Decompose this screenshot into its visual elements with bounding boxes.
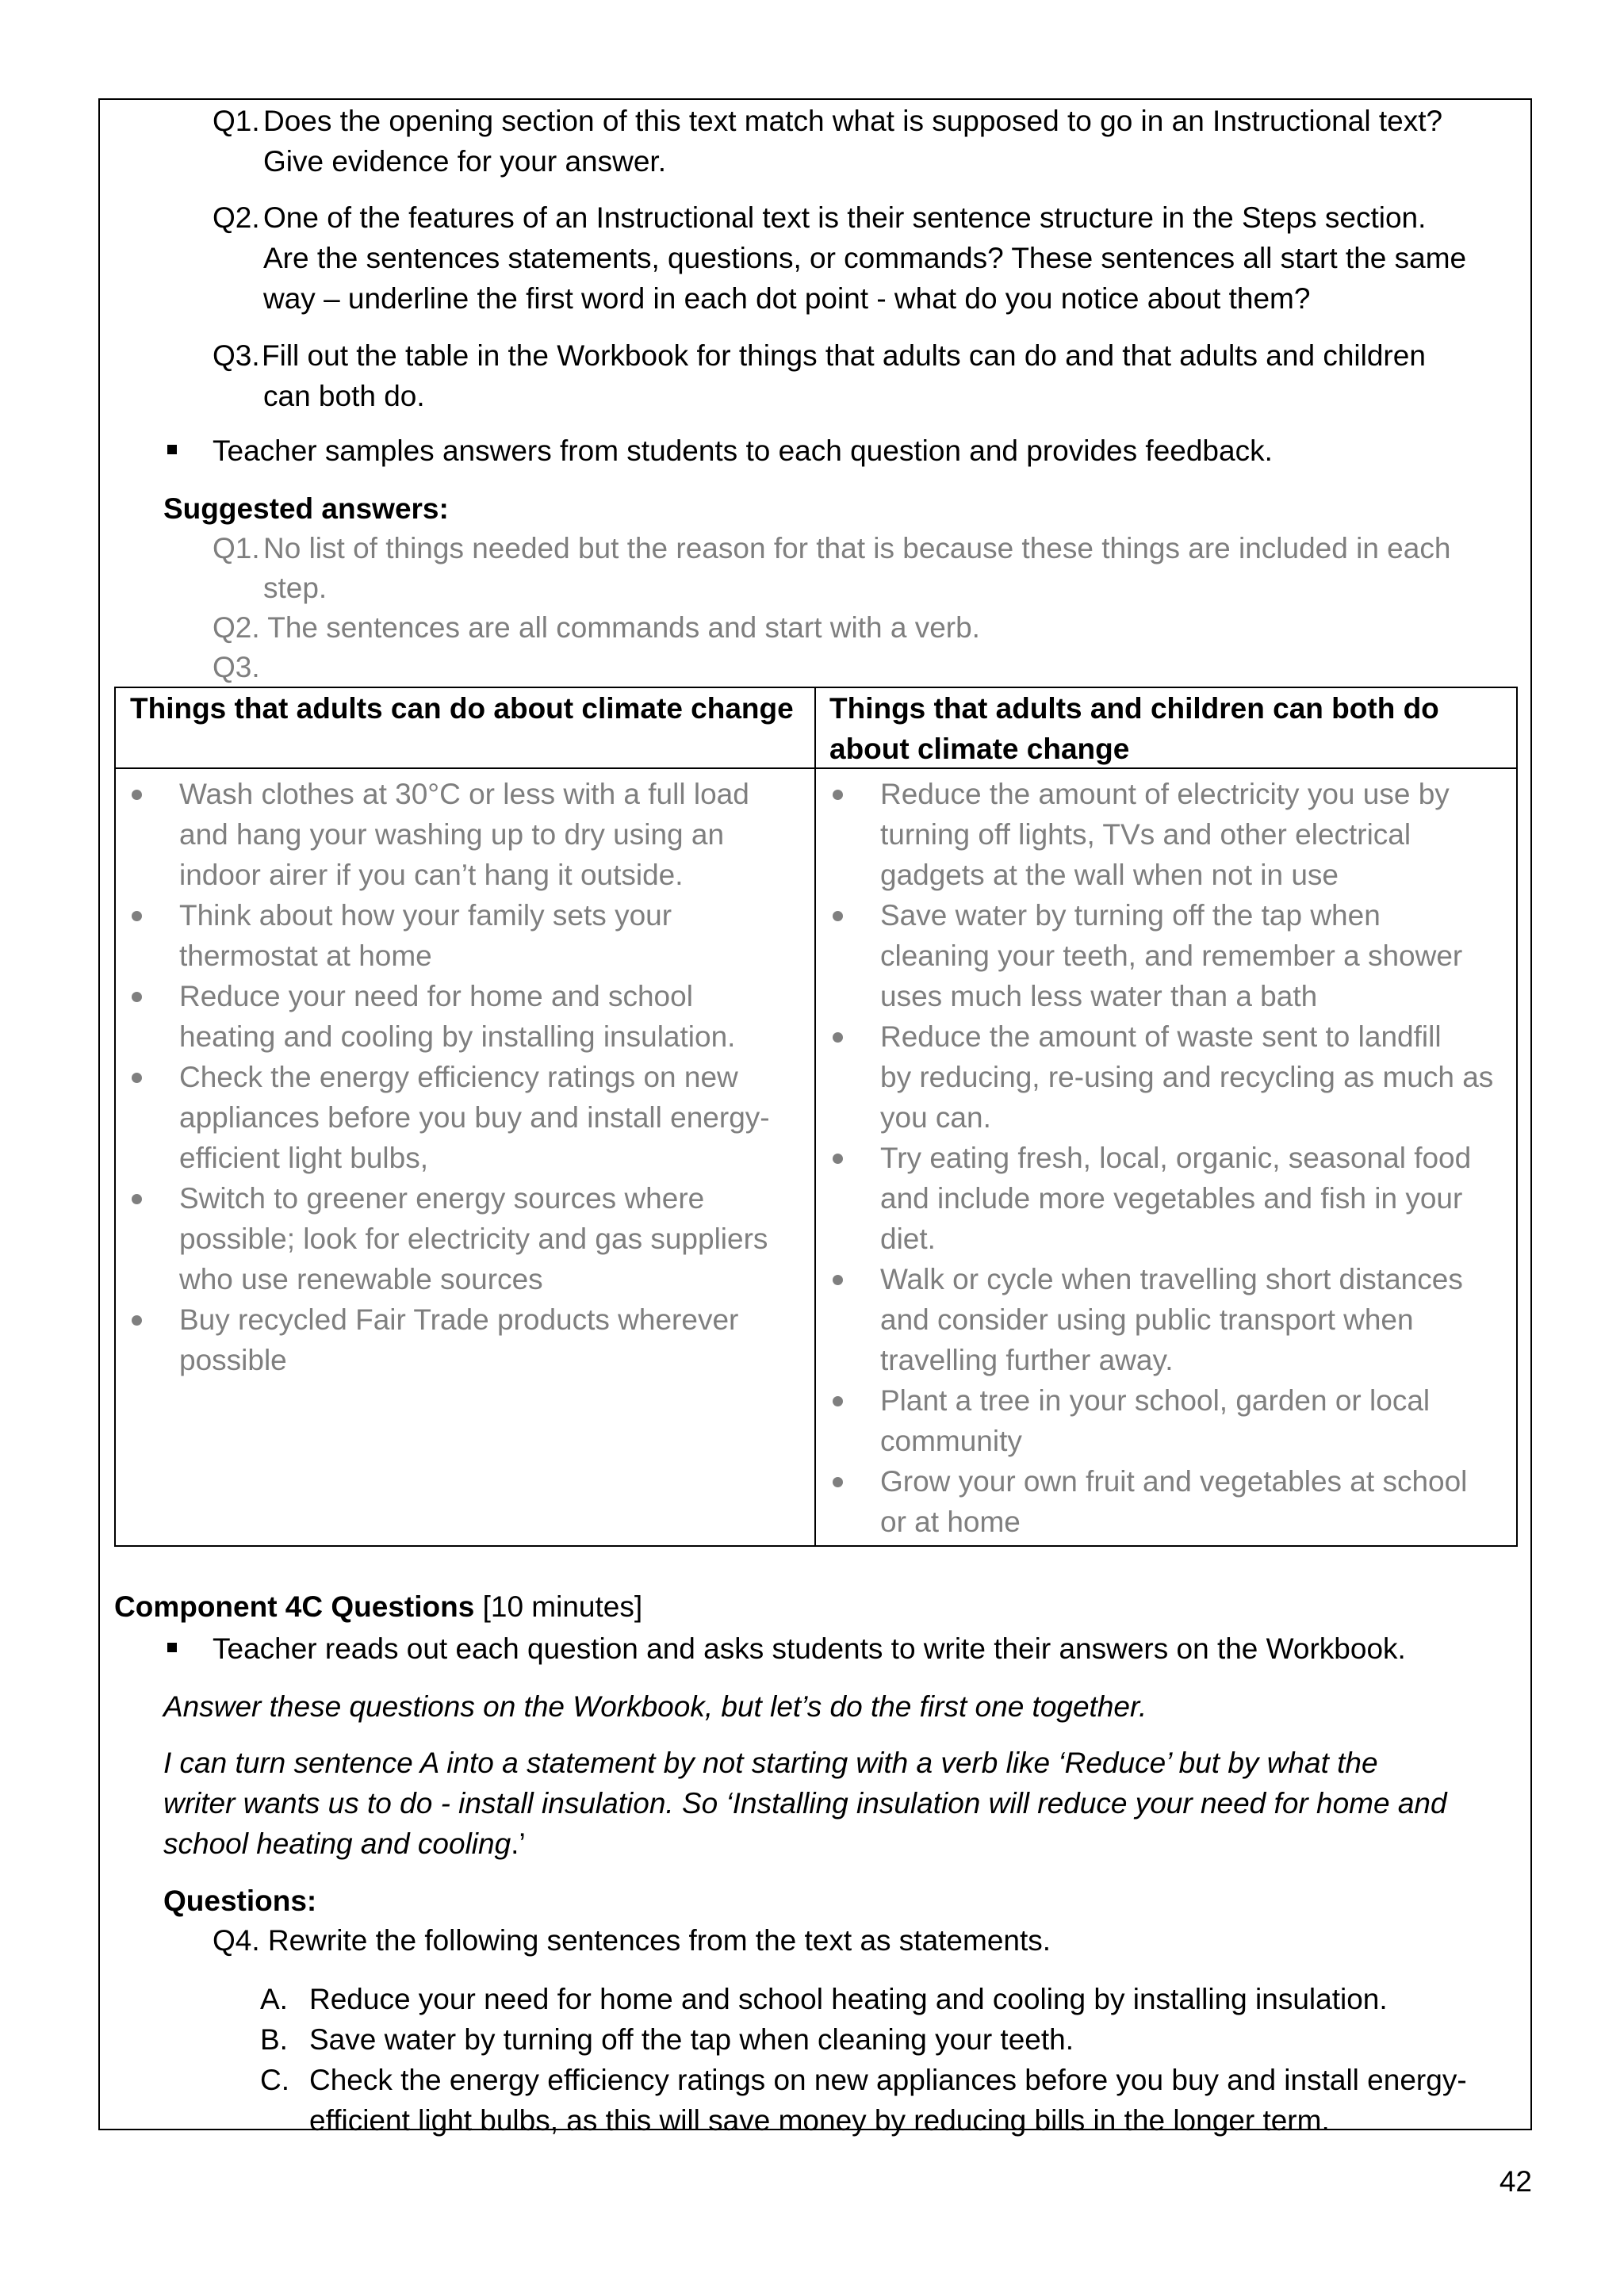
list-item-text: Check the energy efficiency ratings on new appliances before you buy and install energy-	[309, 2064, 1467, 2096]
question-text: One of the features of an Instructional text is their sentence structure in the Steps section.	[263, 201, 1427, 234]
question-number: Q1.	[213, 105, 260, 137]
question-text: can both do.	[263, 380, 425, 412]
list-letter: B.	[260, 2023, 288, 2056]
list-letter: A.	[260, 1983, 288, 2015]
teacher-note: Teacher samples answers from students to each question and provides feedback.	[213, 434, 1273, 467]
table-cell-line: Reduce your need for home and school	[179, 980, 693, 1012]
table-cell-line: thermostat at home	[179, 939, 432, 972]
example-text-end: .’	[511, 1827, 526, 1860]
table-cell-line: Plant a tree in your school, garden or local	[880, 1384, 1431, 1417]
answer-text: step.	[263, 572, 327, 604]
bullet-dot-icon	[132, 790, 142, 800]
table-header-divider	[114, 767, 1518, 769]
question-text: Are the sentences statements, questions, or commands? These sentences all start the same	[263, 242, 1467, 274]
table-cell-line: Check the energy efficiency ratings on new	[179, 1061, 738, 1093]
table-cell-line: Wash clothes at 30°C or less with a full load	[179, 778, 749, 810]
table-cell-line: you can.	[880, 1101, 991, 1134]
bullet-dot-icon	[833, 1032, 843, 1043]
table-cell-line: gadgets at the wall when not in use	[880, 859, 1339, 891]
table-cell-line: by reducing, re-using and recycling as much as	[880, 1061, 1494, 1093]
teacher-note: Teacher reads out each question and asks students to write their answers on the Workbook.	[213, 1632, 1406, 1665]
example-text: writer wants us to do - install insulation. So ‘Installing insulation will reduce your need for home and	[163, 1787, 1447, 1820]
bullet-dot-icon	[132, 1073, 142, 1083]
table-header: Things that adults and children can both do	[829, 692, 1439, 725]
bullet-dot-icon	[132, 1315, 142, 1326]
question-number: Q2.	[213, 201, 260, 234]
question-text: Q4. Rewrite the following sentences from the text as statements.	[213, 1924, 1051, 1957]
bullet-dot-icon	[833, 911, 843, 921]
table-header: Things that adults can do about climate change	[130, 692, 794, 725]
list-item-text: Reduce your need for home and school heating and cooling by installing insulation.	[309, 1983, 1388, 2015]
table-cell-line: Buy recycled Fair Trade products wherever	[179, 1303, 739, 1336]
table-cell-line: turning off lights, TVs and other electrical	[880, 818, 1411, 851]
table-header: about climate change	[829, 733, 1130, 765]
question-text: Give evidence for your answer.	[263, 145, 666, 178]
table-cell-line: heating and cooling by installing insulation.	[179, 1020, 736, 1053]
table-cell-line: and include more vegetables and fish in your	[880, 1182, 1463, 1215]
table-cell-line: Grow your own fruit and vegetables at school	[880, 1465, 1468, 1498]
table-cell-line: Try eating fresh, local, organic, seasonal food	[880, 1142, 1472, 1174]
table-cell-line: diet.	[880, 1223, 936, 1255]
bullet-dot-icon	[833, 790, 843, 800]
table-cell-line: possible; look for electricity and gas suppliers	[179, 1223, 768, 1255]
table-cell-line: or at home	[880, 1506, 1021, 1538]
table-cell-line: community	[880, 1425, 1022, 1457]
suggested-answers-heading: Suggested answers:	[163, 492, 449, 525]
list-item-text: efficient light bulbs, as this will save money by reducing bills in the longer term.	[309, 2104, 1330, 2137]
square-bullet-icon	[167, 445, 177, 454]
list-letter: C.	[260, 2064, 289, 2096]
table-cell-line: uses much less water than a bath	[880, 980, 1318, 1012]
table-cell-line: efficient light bulbs,	[179, 1142, 429, 1174]
answer-number: Q1.	[213, 532, 260, 564]
list-item-text: Save water by turning off the tap when cleaning your teeth.	[309, 2023, 1074, 2056]
answer-text: Q3.	[213, 651, 260, 683]
question-text: Fill out the table in the Workbook for things that adults can do and that adults and children	[262, 339, 1426, 372]
table-cell-line: cleaning your teeth, and remember a shower	[880, 939, 1463, 972]
questions-heading: Questions:	[163, 1885, 317, 1917]
bullet-dot-icon	[132, 1194, 142, 1204]
square-bullet-icon	[167, 1643, 177, 1652]
table-cell-line: Think about how your family sets your	[179, 899, 672, 932]
table-cell-line: and consider using public transport when	[880, 1303, 1414, 1336]
bullet-dot-icon	[833, 1275, 843, 1285]
table-cell-line: Save water by turning off the tap when	[880, 899, 1381, 932]
bullet-dot-icon	[833, 1477, 843, 1487]
page-number: 42	[1499, 2165, 1532, 2198]
example-text-italic: school heating and cooling	[163, 1827, 511, 1860]
component-duration: [10 minutes]	[474, 1590, 643, 1623]
table-cell-line: Reduce the amount of waste sent to landfill	[880, 1020, 1442, 1053]
answer-text: No list of things needed but the reason for that is because these things are included in each	[263, 532, 1451, 564]
bullet-dot-icon	[132, 992, 142, 1002]
table-cell-line: possible	[179, 1344, 287, 1376]
question-text: way – underline the first word in each dot point - what do you notice about them?	[263, 282, 1311, 315]
bullet-dot-icon	[833, 1154, 843, 1164]
table-cell-line: travelling further away.	[880, 1344, 1174, 1376]
table-cell-line: Reduce the amount of electricity you use by	[880, 778, 1450, 810]
bullet-dot-icon	[132, 911, 142, 921]
instruction-text: Answer these questions on the Workbook, but let’s do the first one together.	[163, 1690, 1147, 1723]
question-text: Does the opening section of this text match what is supposed to go in an Instructional text?	[263, 105, 1443, 137]
table-cell-line: and hang your washing up to dry using an	[179, 818, 725, 851]
table-cell-line: Walk or cycle when travelling short distances	[880, 1263, 1463, 1295]
table-cell-line: indoor airer if you can’t hang it outside.	[179, 859, 684, 891]
table-cell-line: Switch to greener energy sources where	[179, 1182, 705, 1215]
table-divider	[814, 687, 816, 1547]
table-cell-line: appliances before you buy and install energy-	[179, 1101, 770, 1134]
component-heading	[114, 1586, 642, 1627]
bullet-dot-icon	[833, 1396, 843, 1406]
example-text	[163, 1823, 526, 1864]
answer-text: Q2. The sentences are all commands and start with a verb.	[213, 611, 980, 644]
component-title: Component 4C Questions	[114, 1590, 475, 1623]
table-cell-line: who use renewable sources	[179, 1263, 543, 1295]
question-number: Q3.	[213, 339, 260, 372]
example-text: I can turn sentence A into a statement by not starting with a verb like ‘Reduce’ but by what the	[163, 1747, 1378, 1779]
